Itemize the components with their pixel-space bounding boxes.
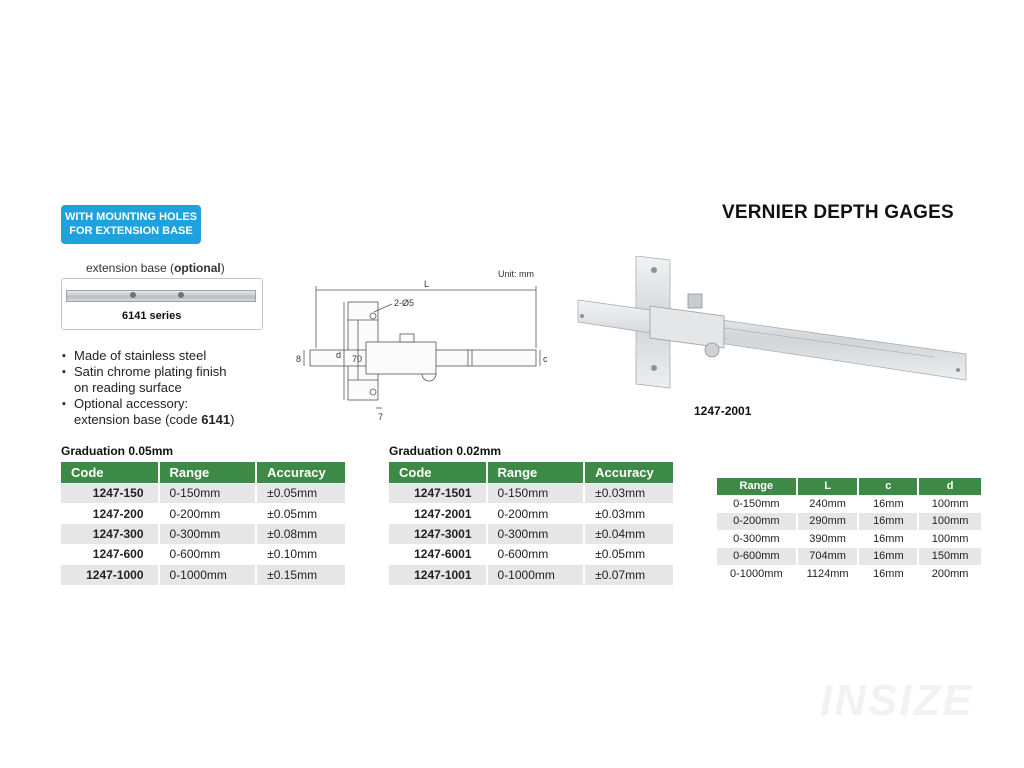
feature-text: on reading surface bbox=[74, 380, 182, 395]
cell-code: 1247-3001 bbox=[389, 524, 487, 544]
feature-text: Made of stainless steel bbox=[74, 348, 207, 363]
cell-range: 0-200mm bbox=[717, 513, 797, 531]
cell-accuracy: ±0.03mm bbox=[584, 503, 674, 523]
column-header: Range bbox=[717, 478, 797, 495]
cell-accuracy: ±0.03mm bbox=[584, 483, 674, 503]
cell-code: 1247-600 bbox=[61, 544, 159, 564]
extension-caption-bold: optional bbox=[174, 261, 221, 275]
dim-c: c bbox=[543, 354, 548, 364]
cell-code: 1247-150 bbox=[61, 483, 159, 503]
column-header: Code bbox=[389, 462, 487, 483]
dim-8: 8 bbox=[296, 354, 302, 364]
table-row bbox=[389, 524, 674, 544]
table-row bbox=[717, 495, 982, 513]
cell-range: 0-200mm bbox=[487, 503, 585, 523]
cell-accuracy: ±0.05mm bbox=[256, 503, 346, 523]
badge-line-2: FOR EXTENSION BASE bbox=[69, 225, 193, 237]
table-row bbox=[717, 530, 982, 548]
dimensions-table bbox=[717, 478, 983, 583]
graduation-005-table bbox=[61, 462, 347, 585]
dim-d: d bbox=[336, 350, 342, 360]
cell-c: 16mm bbox=[858, 530, 918, 548]
column-header: L bbox=[797, 478, 859, 495]
cell-code: 1247-200 bbox=[61, 503, 159, 523]
cell-code: 1247-1501 bbox=[389, 483, 487, 503]
cell-L: 240mm bbox=[797, 495, 859, 513]
feature-item bbox=[62, 396, 234, 428]
cell-accuracy: ±0.05mm bbox=[584, 544, 674, 564]
cell-L: 704mm bbox=[797, 548, 859, 566]
unit-label: Unit: mm bbox=[498, 269, 534, 279]
cell-d: 100mm bbox=[918, 530, 982, 548]
product-image bbox=[574, 256, 974, 396]
cell-c: 16mm bbox=[858, 513, 918, 531]
cell-range: 0-300mm bbox=[487, 524, 585, 544]
watermark-logo: INSIZE bbox=[820, 676, 974, 725]
extension-base-image bbox=[66, 290, 256, 302]
dim-L: L bbox=[424, 279, 430, 289]
graduation-002-table bbox=[389, 462, 675, 585]
cell-range: 0-600mm bbox=[487, 544, 585, 564]
table-row bbox=[61, 544, 346, 564]
cell-d: 200mm bbox=[918, 565, 982, 583]
cell-range: 0-300mm bbox=[717, 530, 797, 548]
column-header: Range bbox=[487, 462, 585, 483]
cell-L: 1124mm bbox=[797, 565, 859, 583]
extension-caption-prefix: extension base ( bbox=[86, 261, 175, 275]
mounting-holes-badge bbox=[61, 205, 201, 244]
extension-caption-suffix: ) bbox=[220, 261, 225, 275]
badge-line-1: WITH MOUNTING HOLES bbox=[65, 211, 197, 223]
cell-accuracy: ±0.05mm bbox=[256, 483, 346, 503]
table-row bbox=[717, 565, 982, 583]
table-row bbox=[61, 483, 346, 503]
column-header: Code bbox=[61, 462, 159, 483]
table-row bbox=[61, 565, 346, 585]
feature-text: ) bbox=[230, 412, 235, 427]
cell-range: 0-1000mm bbox=[159, 565, 257, 585]
feature-list bbox=[62, 348, 234, 428]
cell-range: 0-200mm bbox=[159, 503, 257, 523]
cell-L: 290mm bbox=[797, 513, 859, 531]
cell-d: 100mm bbox=[918, 495, 982, 513]
table1-heading: Graduation 0.05mm bbox=[61, 444, 174, 458]
column-header: c bbox=[858, 478, 918, 495]
feature-text: Satin chrome plating finish bbox=[74, 364, 227, 379]
column-header: Range bbox=[159, 462, 257, 483]
extension-series: 6141 series bbox=[122, 310, 182, 322]
extension-hole-icon bbox=[130, 292, 136, 298]
dim-holes: 2-Ø5 bbox=[394, 298, 415, 308]
table-row bbox=[389, 483, 674, 503]
cell-code: 1247-300 bbox=[61, 524, 159, 544]
cell-accuracy: ±0.07mm bbox=[584, 565, 674, 585]
dim-70: 70 bbox=[352, 354, 363, 364]
table2-heading: Graduation 0.02mm bbox=[389, 444, 502, 458]
feature-text: Optional accessory: bbox=[74, 396, 189, 411]
cell-accuracy: ±0.04mm bbox=[584, 524, 674, 544]
extension-caption bbox=[86, 261, 225, 275]
cell-accuracy: ±0.08mm bbox=[256, 524, 346, 544]
cell-L: 390mm bbox=[797, 530, 859, 548]
column-header: Accuracy bbox=[256, 462, 346, 483]
cell-c: 16mm bbox=[858, 548, 918, 566]
product-model-label: 1247-2001 bbox=[694, 404, 752, 418]
table-row bbox=[61, 503, 346, 523]
cell-d: 100mm bbox=[918, 513, 982, 531]
dim-7: 7 bbox=[378, 412, 384, 422]
extension-base-box bbox=[61, 278, 263, 330]
cell-d: 150mm bbox=[918, 548, 982, 566]
cell-c: 16mm bbox=[858, 495, 918, 513]
technical-drawing bbox=[296, 276, 556, 426]
cell-range: 0-600mm bbox=[717, 548, 797, 566]
column-header: Accuracy bbox=[584, 462, 674, 483]
feature-text-bold: 6141 bbox=[201, 412, 231, 427]
cell-c: 16mm bbox=[858, 565, 918, 583]
cell-code: 1247-2001 bbox=[389, 503, 487, 523]
cell-code: 1247-6001 bbox=[389, 544, 487, 564]
cell-range: 0-150mm bbox=[717, 495, 797, 513]
column-header: d bbox=[918, 478, 982, 495]
cell-range: 0-150mm bbox=[487, 483, 585, 503]
extension-hole-icon bbox=[178, 292, 184, 298]
table-row bbox=[389, 544, 674, 564]
cell-range: 0-1000mm bbox=[717, 565, 797, 583]
cell-range: 0-300mm bbox=[159, 524, 257, 544]
feature-item bbox=[62, 364, 234, 396]
table-row bbox=[389, 503, 674, 523]
table-row bbox=[61, 524, 346, 544]
cell-range: 0-150mm bbox=[159, 483, 257, 503]
table-row bbox=[389, 565, 674, 585]
table-row bbox=[717, 548, 982, 566]
cell-accuracy: ±0.15mm bbox=[256, 565, 346, 585]
cell-code: 1247-1000 bbox=[61, 565, 159, 585]
feature-text: extension base (code bbox=[74, 412, 202, 427]
cell-accuracy: ±0.10mm bbox=[256, 544, 346, 564]
cell-range: 0-1000mm bbox=[487, 565, 585, 585]
cell-range: 0-600mm bbox=[159, 544, 257, 564]
cell-code: 1247-1001 bbox=[389, 565, 487, 585]
page-title: VERNIER DEPTH GAGES bbox=[722, 202, 954, 223]
table-row bbox=[717, 513, 982, 531]
feature-item bbox=[62, 348, 234, 364]
